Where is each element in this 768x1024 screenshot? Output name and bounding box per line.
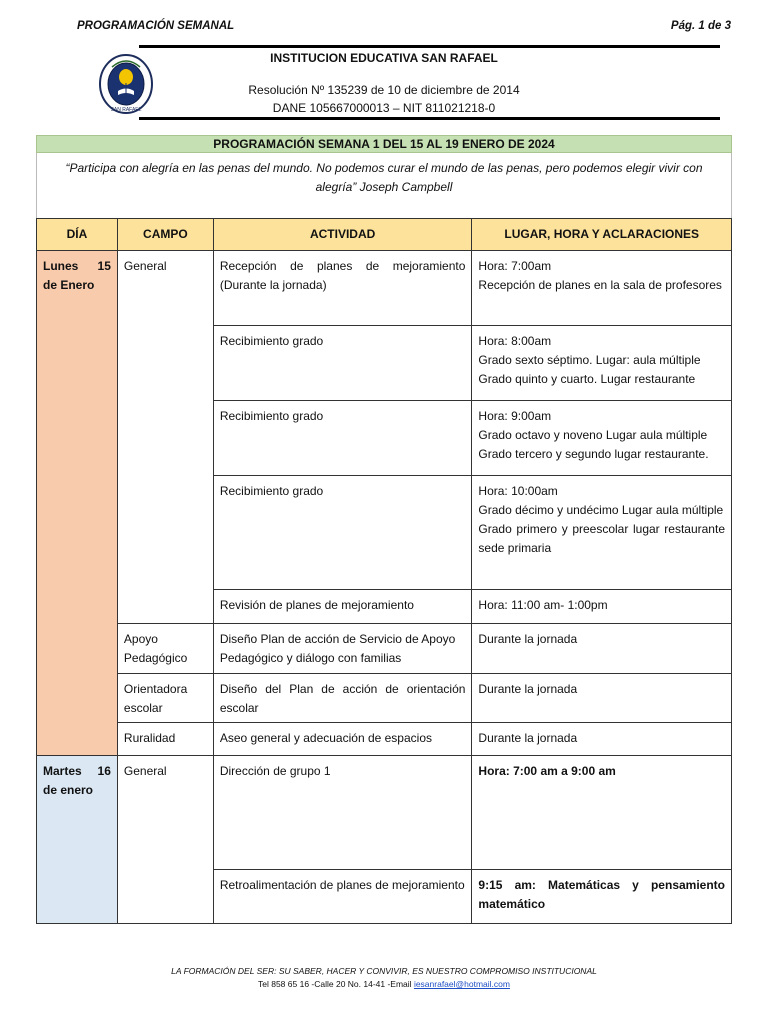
logo-text-bottom: SAN RAFAEL <box>110 107 142 113</box>
lugar-cell: Hora: 11:00 am- 1:00pm <box>472 590 732 624</box>
table-row <box>37 624 732 674</box>
actividad-cell: Revisión de planes de mejoramiento <box>213 590 472 624</box>
lugar-cell: Durante la jornada <box>472 674 732 723</box>
day-tuesday: Martes 16 de enero <box>37 756 118 924</box>
actividad-cell: Aseo general y adecuación de espacios <box>213 723 472 756</box>
document-header-title: PROGRAMACIÓN SEMANAL <box>77 20 235 32</box>
table-row <box>37 674 732 723</box>
header-actividad: ACTIVIDAD <box>213 219 472 251</box>
lugar-cell: Hora: 7:00am Recepción de planes en la sala de profesores <box>472 251 732 326</box>
campo-cell: Orientadora escolar <box>117 674 213 723</box>
quote: “Participa con alegría en las penas del mundo. No podemos curar el mundo de las penas, pero podemos elegir vivir con alegría” Joseph Campbell <box>36 153 732 218</box>
table-row <box>37 251 732 326</box>
table-row <box>37 723 732 756</box>
actividad-cell: Recepción de planes de mejoramiento (Durante la jornada) <box>213 251 472 326</box>
footer-contact-text: Tel 858 65 16 -Calle 20 No. 14-41 -Email <box>258 979 412 989</box>
campo-general-monday: General <box>117 251 213 624</box>
institution-resolution: Resolución Nº 135239 de 10 de diciembre de 2014 <box>248 83 520 97</box>
lugar-cell: Durante la jornada <box>472 723 732 756</box>
week-title: PROGRAMACIÓN SEMANA 1 DEL 15 AL 19 ENERO DE 2024 <box>36 135 732 153</box>
header-dia: DÍA <box>37 219 118 251</box>
actividad-cell: Diseño del Plan de acción de orientación escolar <box>213 674 472 723</box>
actividad-cell: Recibimiento grado <box>213 476 472 590</box>
lugar-cell: 9:15 am: Matemáticas y pensamiento matemático <box>472 870 732 924</box>
lugar-cell: Hora: 9:00am Grado octavo y noveno Lugar aula múltiple Grado tercero y segundo lugar restaurante. <box>472 401 732 476</box>
lugar-cell: Hora: 10:00am Grado décimo y undécimo Lugar aula múltiple Grado primero y preescolar lugar restaurante sede primaria <box>472 476 732 590</box>
page-number: Pág. 1 de 3 <box>670 20 731 32</box>
footer-email-link[interactable]: iesanrafael@hotmail.com <box>413 979 510 989</box>
institution-dane: DANE 105667000013 – NIT 811021218-0 <box>272 101 496 115</box>
schedule-table <box>36 218 732 924</box>
actividad-cell: Diseño Plan de acción de Servicio de Apoyo Pedagógico y diálogo con familias <box>213 624 472 674</box>
lugar-cell: Hora: 8:00am Grado sexto séptimo. Lugar: aula múltiple Grado quinto y cuarto. Lugar restaurante <box>472 326 732 401</box>
lugar-cell: Hora: 7:00 am a 9:00 am <box>472 756 732 870</box>
footer-motto: LA FORMACIÓN DEL SER: SU SABER, HACER Y CONVIVIR, ES NUESTRO COMPROMISO INSTITUCIONAL <box>171 966 597 976</box>
institution-name: INSTITUCION EDUCATIVA SAN RAFAEL <box>270 51 498 65</box>
header-lugar: LUGAR, HORA Y ACLARACIONES <box>472 219 732 251</box>
campo-cell: Apoyo Pedagógico <box>117 624 213 674</box>
table-row <box>37 756 732 870</box>
actividad-cell: Recibimiento grado <box>213 326 472 401</box>
header-rule-bottom <box>139 117 720 120</box>
lugar-cell: Durante la jornada <box>472 624 732 674</box>
campo-general-tuesday: General <box>117 756 213 924</box>
actividad-cell: Recibimiento grado <box>213 401 472 476</box>
table-header-row <box>37 219 732 251</box>
actividad-cell: Dirección de grupo 1 <box>213 756 472 870</box>
footer-contact <box>0 979 768 989</box>
header-rule-top <box>139 45 720 48</box>
campo-cell: Ruralidad <box>117 723 213 756</box>
day-monday: Lunes 15 de Enero <box>37 251 118 756</box>
actividad-cell: Retroalimentación de planes de mejoramiento <box>213 870 472 924</box>
header-campo: CAMPO <box>117 219 213 251</box>
